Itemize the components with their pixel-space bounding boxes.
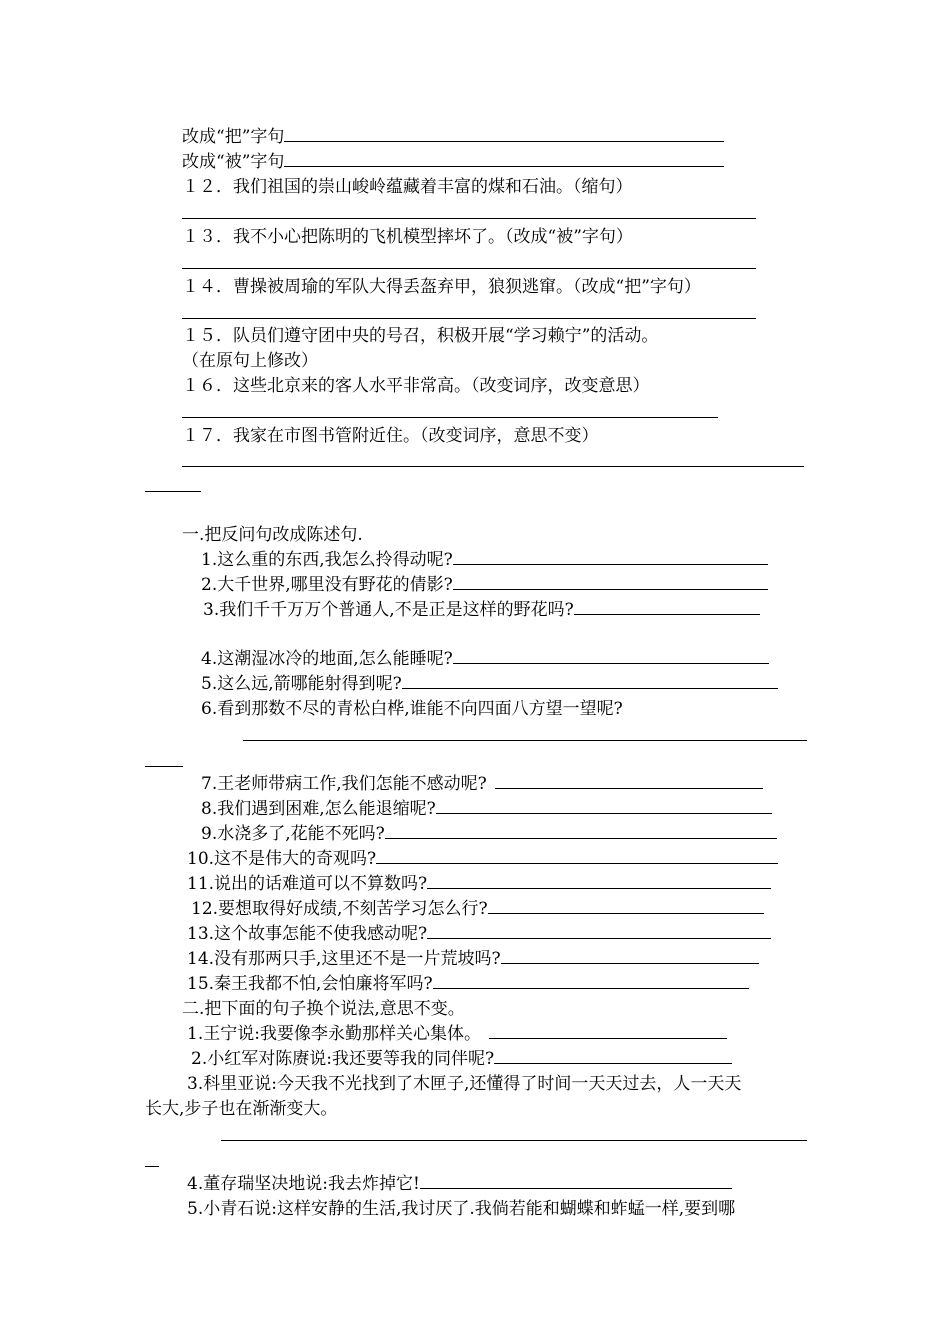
answer-blank[interactable] <box>495 773 763 789</box>
s1-item: 9.水浇多了,花能不死吗? <box>201 823 777 845</box>
answer-blank[interactable] <box>284 126 724 142</box>
ba-label: 改成“把”字句 <box>182 127 285 147</box>
s2-item: 2.小红军对陈赓说:我还要等我的同伴呢? <box>191 1048 732 1070</box>
answer-blank[interactable] <box>427 873 771 889</box>
answer-blank[interactable] <box>420 1173 732 1189</box>
answer-blank[interactable] <box>501 948 759 964</box>
question-12: １２．我们祖国的崇山峻岭蕴藏着丰富的煤和石油。（缩句） <box>182 177 633 197</box>
answer-blank[interactable] <box>385 823 777 839</box>
s1-item: 5.这么远,箭哪能射得到呢? <box>201 673 778 695</box>
s2-item: 5.小青石说:这样安静的生活,我讨厌了.我倘若能和蝴蝶和蚱蜢一样,要到哪 <box>187 1199 736 1219</box>
question-13: １３．我不小心把陈明的飞机模型摔坏了。（改成“被”字句） <box>182 227 633 247</box>
answer-blank[interactable] <box>427 923 771 939</box>
answer-blank[interactable] <box>453 574 768 590</box>
s2-item: 3.科里亚说:今天我不光找到了木匣子,还懂得了时间一天天过去，人一天天 <box>187 1074 742 1094</box>
question-15: １５．队员们遵守团中央的号召，积极开展“学习赖宁”的活动。 <box>182 326 659 346</box>
answer-blank[interactable] <box>574 599 760 615</box>
answer-blank[interactable] <box>488 898 764 914</box>
question-14: １４．曹操被周瑜的军队大得丢盔弃甲，狼狈逃窜。（改成“把”字句） <box>182 277 701 297</box>
s1-item: 15.秦王我都不怕,会怕廉将军吗? <box>187 973 749 995</box>
s2-item-continued: 长大,步子也在渐渐变大。 <box>145 1099 338 1119</box>
s1-item: 1.这么重的东西,我怎么拎得动呢? <box>201 549 768 571</box>
question-17: １７．我家在市图书管附近住。（改变词序，意思不变） <box>182 426 599 446</box>
ba-sentence-prompt <box>182 126 724 148</box>
answer-blank[interactable] <box>436 798 772 814</box>
answer-blank[interactable] <box>433 973 749 989</box>
answer-line-continued[interactable] <box>145 491 201 492</box>
s1-item: 6.看到那数不尽的青松白桦,谁能不向四面八方望一望呢? <box>201 699 623 719</box>
answer-blank[interactable] <box>376 848 778 864</box>
bei-label: 改成“被”字句 <box>182 152 285 172</box>
question-15-note: （在原句上修改） <box>182 351 318 371</box>
bei-sentence-prompt <box>182 151 724 173</box>
s1-item: 7.王老师带病工作,我们怎能不感动呢? <box>201 773 763 795</box>
answer-blank[interactable] <box>489 1023 727 1039</box>
answer-blank[interactable] <box>284 151 724 167</box>
s1-item: 13.这个故事怎能不使我感动呢? <box>187 923 771 945</box>
answer-blank[interactable] <box>494 1048 732 1064</box>
s1-item: 4.这潮湿冰冷的地面,怎么能睡呢? <box>201 648 769 670</box>
s1-item: 12.要想取得好成绩,不刻苦学习怎么行? <box>191 898 764 920</box>
s1-item: 2.大千世界,哪里没有野花的倩影? <box>201 574 768 596</box>
s2-item: 4.董存瑞坚决地说:我去炸掉它! <box>187 1173 732 1195</box>
question-16: １６．这些北京来的客人水平非常高。（改变词序，改变意思） <box>182 376 650 396</box>
s2-item: 1.王宁说:我要像李永勤那样关心集体。 <box>187 1023 727 1045</box>
answer-blank[interactable] <box>453 648 769 664</box>
answer-line[interactable] <box>243 740 807 741</box>
section-1-heading: 一.把反问句改成陈述句. <box>182 525 363 545</box>
s1-item: 10.这不是伟大的奇观吗? <box>187 848 778 870</box>
s1-item: 8.我们遇到困难,怎么能退缩呢? <box>201 798 772 820</box>
section-2-heading: 二.把下面的句子换个说法,意思不变。 <box>182 999 465 1019</box>
answer-line-continued[interactable] <box>145 1166 159 1167</box>
answer-line[interactable] <box>182 466 804 467</box>
answer-blank[interactable] <box>402 673 778 689</box>
answer-line[interactable] <box>182 417 718 418</box>
answer-line[interactable] <box>182 318 756 319</box>
answer-line[interactable] <box>182 268 756 269</box>
s1-item: 11.说出的话难道可以不算数吗? <box>187 873 771 895</box>
answer-line[interactable] <box>182 218 756 219</box>
answer-line[interactable] <box>221 1140 807 1141</box>
answer-line-continued[interactable] <box>145 766 183 767</box>
answer-blank[interactable] <box>453 549 768 565</box>
s1-item: 3.我们千千万万个普通人,不是正是这样的野花吗? <box>203 599 760 621</box>
s1-item: 14.没有那两只手,这里还不是一片荒坡吗? <box>187 948 759 970</box>
